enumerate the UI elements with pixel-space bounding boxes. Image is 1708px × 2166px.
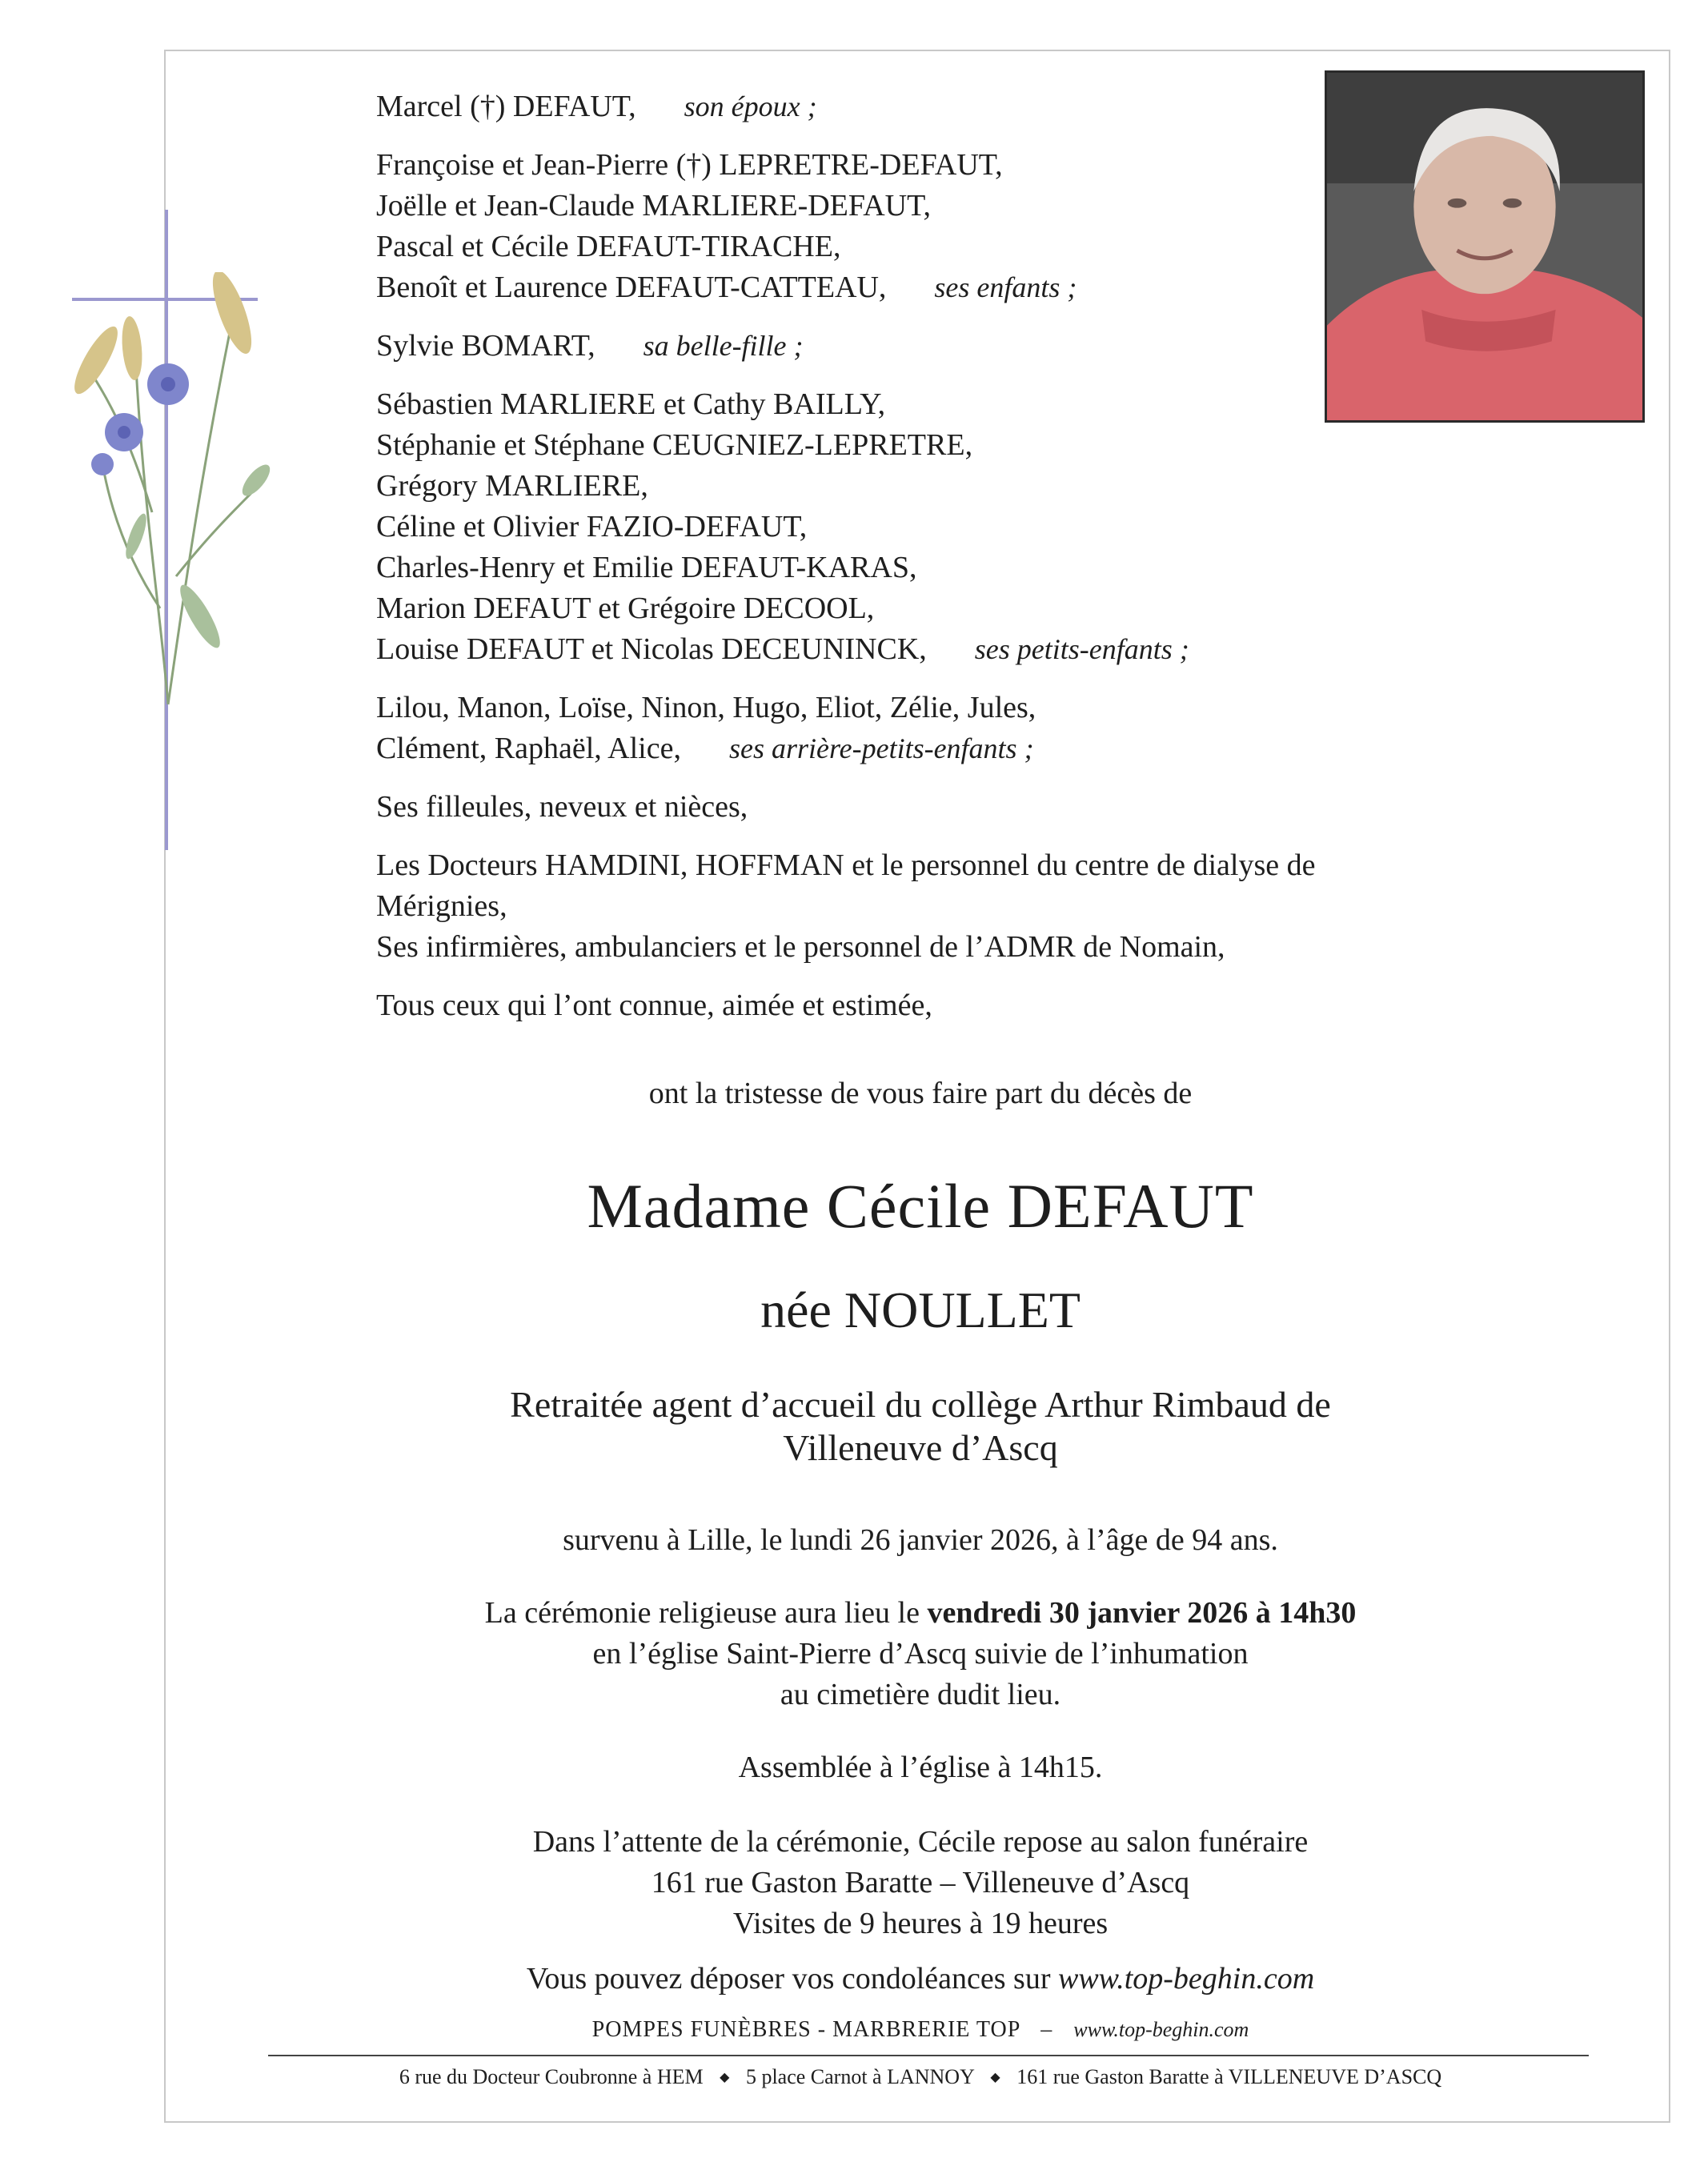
family-member-text: Sylvie BOMART, (376, 329, 595, 363)
family-line (376, 507, 1497, 548)
family-group (376, 86, 1497, 127)
family-group (376, 787, 1497, 828)
family-line (376, 267, 1497, 308)
family-line (376, 384, 1497, 425)
wake-details (240, 1822, 1601, 1944)
address-hem: 6 rue du Docteur Coubronne à HEM (399, 2065, 704, 2088)
family-line (376, 728, 1497, 769)
family-line (376, 886, 1497, 927)
funeral-home-dash: – (1040, 2017, 1053, 2042)
wake-line-2: 161 rue Gaston Baratte – Villeneuve d’Ascq (651, 1866, 1190, 1899)
family-member-text: Les Docteurs HAMDINI, HOFFMAN et le personnel du centre de dialyse de (376, 848, 1316, 882)
cornflower-wheat-illustration (48, 272, 288, 720)
condolences-website-link[interactable]: www.top-beghin.com (1057, 1962, 1315, 1996)
family-line (376, 927, 1497, 968)
passing-details: survenu à Lille, le lundi 26 janvier 2026, à l’âge de 94 ans. (563, 1523, 1278, 1557)
diamond-icon: ◆ (720, 2071, 730, 2084)
relationship-label: son époux ; (684, 90, 817, 122)
family-line (376, 688, 1497, 728)
family-line (376, 588, 1497, 629)
family-line (376, 86, 1497, 127)
family-group (376, 845, 1497, 968)
address-villeneuve: 161 rue Gaston Baratte à VILLENEUVE D’ASCQ (1016, 2065, 1442, 2088)
address-lannoy: 5 place Carnot à LANNOY (745, 2065, 974, 2088)
condolences-text: Vous pouvez déposer vos condoléances sur (526, 1962, 1058, 1996)
family-line (376, 629, 1497, 670)
family-line (376, 548, 1497, 588)
family-group (376, 688, 1497, 769)
ceremony-line-2: en l’église Saint-Pierre d’Ascq suivie de l’inhumation (592, 1637, 1249, 1671)
wake-line-3: Visites de 9 heures à 19 heures (732, 1907, 1109, 1940)
occupation-line-2: Villeneuve d’Ascq (783, 1427, 1058, 1468)
family-line (376, 425, 1497, 466)
family-member-text: Marion DEFAUT et Grégoire DECOOL, (376, 592, 875, 625)
funeral-home-name: POMPES FUNÈBRES - MARBRERIE TOP (591, 2017, 1020, 2042)
family-group (376, 384, 1497, 670)
family-member-text: Charles-Henry et Emilie DEFAUT-KARAS, (376, 551, 917, 584)
family-member-text: Mérignies, (376, 889, 507, 923)
family-line (376, 326, 1497, 367)
ceremony-line-1 (240, 1593, 1601, 1634)
family-group (376, 326, 1497, 367)
occupation (240, 1383, 1601, 1470)
family-member-text: Louise DEFAUT et Nicolas DECEUNINCK, (376, 632, 927, 666)
announcement-text: ont la tristesse de vous faire part du décès de (648, 1077, 1193, 1110)
family-member-text: Ses infirmières, ambulanciers et le personnel de l’ADMR de Nomain, (376, 930, 1225, 964)
condolences-line (240, 1961, 1601, 1996)
diamond-icon: ◆ (990, 2071, 1000, 2084)
family-line (376, 466, 1497, 507)
family-member-text: Sébastien MARLIERE et Cathy BAILLY, (376, 387, 886, 421)
funeral-home (240, 2017, 1601, 2043)
wake-line-1: Dans l’attente de la cérémonie, Cécile repose au salon funéraire (532, 1825, 1309, 1859)
occupation-line-1: Retraitée agent d’accueil du collège Arthur Rimbaud de (510, 1384, 1331, 1425)
family-member-text: Clément, Raphaël, Alice, (376, 732, 681, 765)
family-member-text: Benoît et Laurence DEFAUT-CATTEAU, (376, 271, 887, 304)
funeral-home-website-link[interactable]: www.top-beghin.com (1073, 2018, 1249, 2041)
family-member-text: Lilou, Manon, Loïse, Ninon, Hugo, Eliot, Zélie, Jules, (376, 691, 1036, 724)
relationship-label: sa belle-fille ; (643, 330, 804, 362)
assembly-time: Assemblée à l’église à 14h15. (738, 1751, 1103, 1784)
family-member-text: Pascal et Cécile DEFAUT-TIRACHE, (376, 230, 841, 263)
family-member-text: Stéphanie et Stéphane CEUGNIEZ-LEPRETRE, (376, 428, 973, 462)
family-member-text: Marcel (†) DEFAUT, (376, 90, 636, 123)
family-line (376, 145, 1497, 186)
family-group (376, 145, 1497, 308)
family-line (376, 227, 1497, 267)
relationship-label: ses arrière-petits-enfants ; (728, 732, 1034, 764)
family-line (376, 845, 1497, 886)
maiden-name: née NOULLET (760, 1282, 1081, 1338)
family-group (376, 985, 1497, 1026)
ceremony-details (240, 1593, 1601, 1715)
family-member-text: Céline et Olivier FAZIO-DEFAUT, (376, 510, 808, 544)
family-member-text: Françoise et Jean-Pierre (†) LEPRETRE-DEFAUT, (376, 148, 1003, 182)
family-member-text: Joëlle et Jean-Claude MARLIERE-DEFAUT, (376, 189, 931, 223)
deceased-name: Madame Cécile DEFAUT (587, 1171, 1254, 1241)
ceremony-intro: La cérémonie religieuse aura lieu le (484, 1596, 928, 1630)
funeral-home-addresses (240, 2065, 1601, 2089)
footer-divider (268, 2055, 1589, 2056)
family-line (376, 186, 1497, 227)
ceremony-line-3: au cimetière dudit lieu. (780, 1678, 1061, 1711)
family-member-text: Tous ceux qui l’ont connue, aimée et estimée, (376, 989, 932, 1022)
ceremony-datetime: vendredi 30 janvier 2026 à 14h30 (927, 1596, 1357, 1630)
family-line (376, 985, 1497, 1026)
relationship-label: ses petits-enfants ; (974, 633, 1189, 665)
family-member-text: Grégory MARLIERE, (376, 469, 648, 503)
family-list (376, 86, 1497, 1044)
family-line (376, 787, 1497, 828)
relationship-label: ses enfants ; (934, 271, 1077, 303)
family-member-text: Ses filleules, neveux et nièces, (376, 790, 748, 824)
